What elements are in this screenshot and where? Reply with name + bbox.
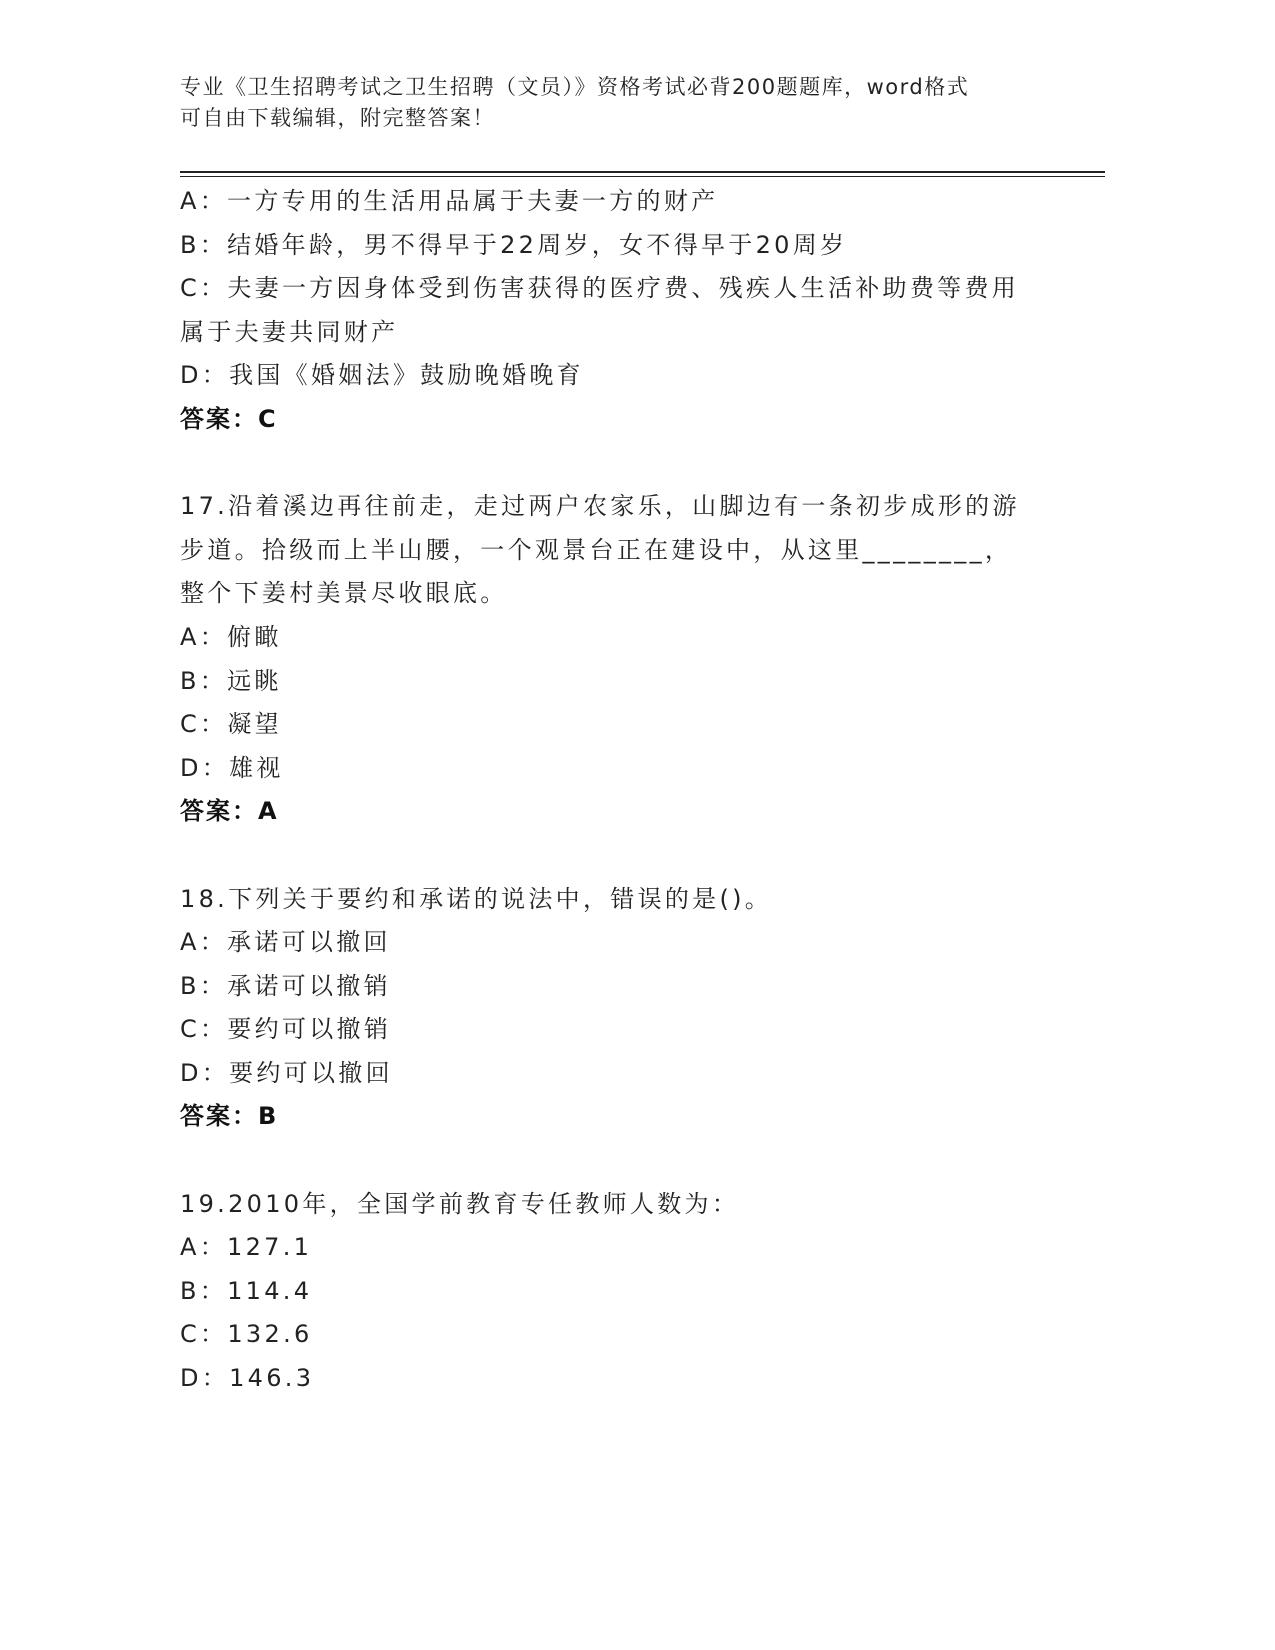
question-text: 18.下列关于要约和承诺的说法中，错误的是()。 — [180, 884, 773, 913]
option-a: A：127.1 — [180, 1233, 313, 1262]
option-c: C：凝望 — [180, 710, 282, 739]
question-text: 步道。拾级而上半山腰，一个观景台正在建设中，从这里________， — [180, 535, 1013, 564]
question-text: 19.2010年，全国学前教育专任教师人数为： — [180, 1189, 740, 1218]
option-b: B：114.4 — [180, 1276, 313, 1305]
option-a: A：俯瞰 — [180, 622, 282, 651]
question-text: 17.沿着溪边再往前走，走过两户农家乐，山脚边有一条初步成形的游 — [180, 492, 1020, 521]
option-b: B：结婚年龄，男不得早于22周岁，女不得早于20周岁 — [180, 230, 848, 259]
question-text: 整个下姜村美景尽收眼底。 — [180, 579, 508, 608]
answer: 答案：B — [180, 1102, 279, 1131]
header-rule-thick — [180, 171, 1105, 173]
question-16 — [180, 180, 1020, 442]
question-17 — [180, 485, 1020, 834]
option-d: D：雄视 — [180, 753, 284, 782]
option-c-continued: 属于夫妻共同财产 — [180, 317, 399, 346]
header-line: 可自由下载编辑，附完整答案！ — [180, 106, 495, 130]
question-18 — [180, 878, 1020, 1140]
option-c: C：要约可以撤销 — [180, 1015, 392, 1044]
option-a: A：承诺可以撤回 — [180, 928, 391, 957]
option-c: C：132.6 — [180, 1320, 313, 1349]
option-d: D：146.3 — [180, 1364, 315, 1393]
document-header — [180, 72, 969, 134]
answer: 答案：A — [180, 797, 279, 826]
question-19 — [180, 1183, 1020, 1401]
option-a: A：一方专用的生活用品属于夫妻一方的财产 — [180, 187, 719, 215]
option-d: D：要约可以撤回 — [180, 1058, 393, 1087]
option-d: D：我国《婚姻法》鼓励晚婚晚育 — [180, 361, 584, 390]
header-line: 专业《卫生招聘考试之卫生招聘（文员）》资格考试必背200题题库，word格式 — [180, 75, 970, 99]
option-b: B：承诺可以撤销 — [180, 971, 391, 1000]
document-body — [180, 180, 1020, 1401]
option-c: C：夫妻一方因身体受到伤害获得的医疗费、残疾人生活补助费等费用 — [180, 274, 1020, 303]
header-rule-thin — [180, 176, 1105, 177]
answer: 答案：C — [180, 404, 278, 433]
option-b: B：远眺 — [180, 666, 282, 695]
